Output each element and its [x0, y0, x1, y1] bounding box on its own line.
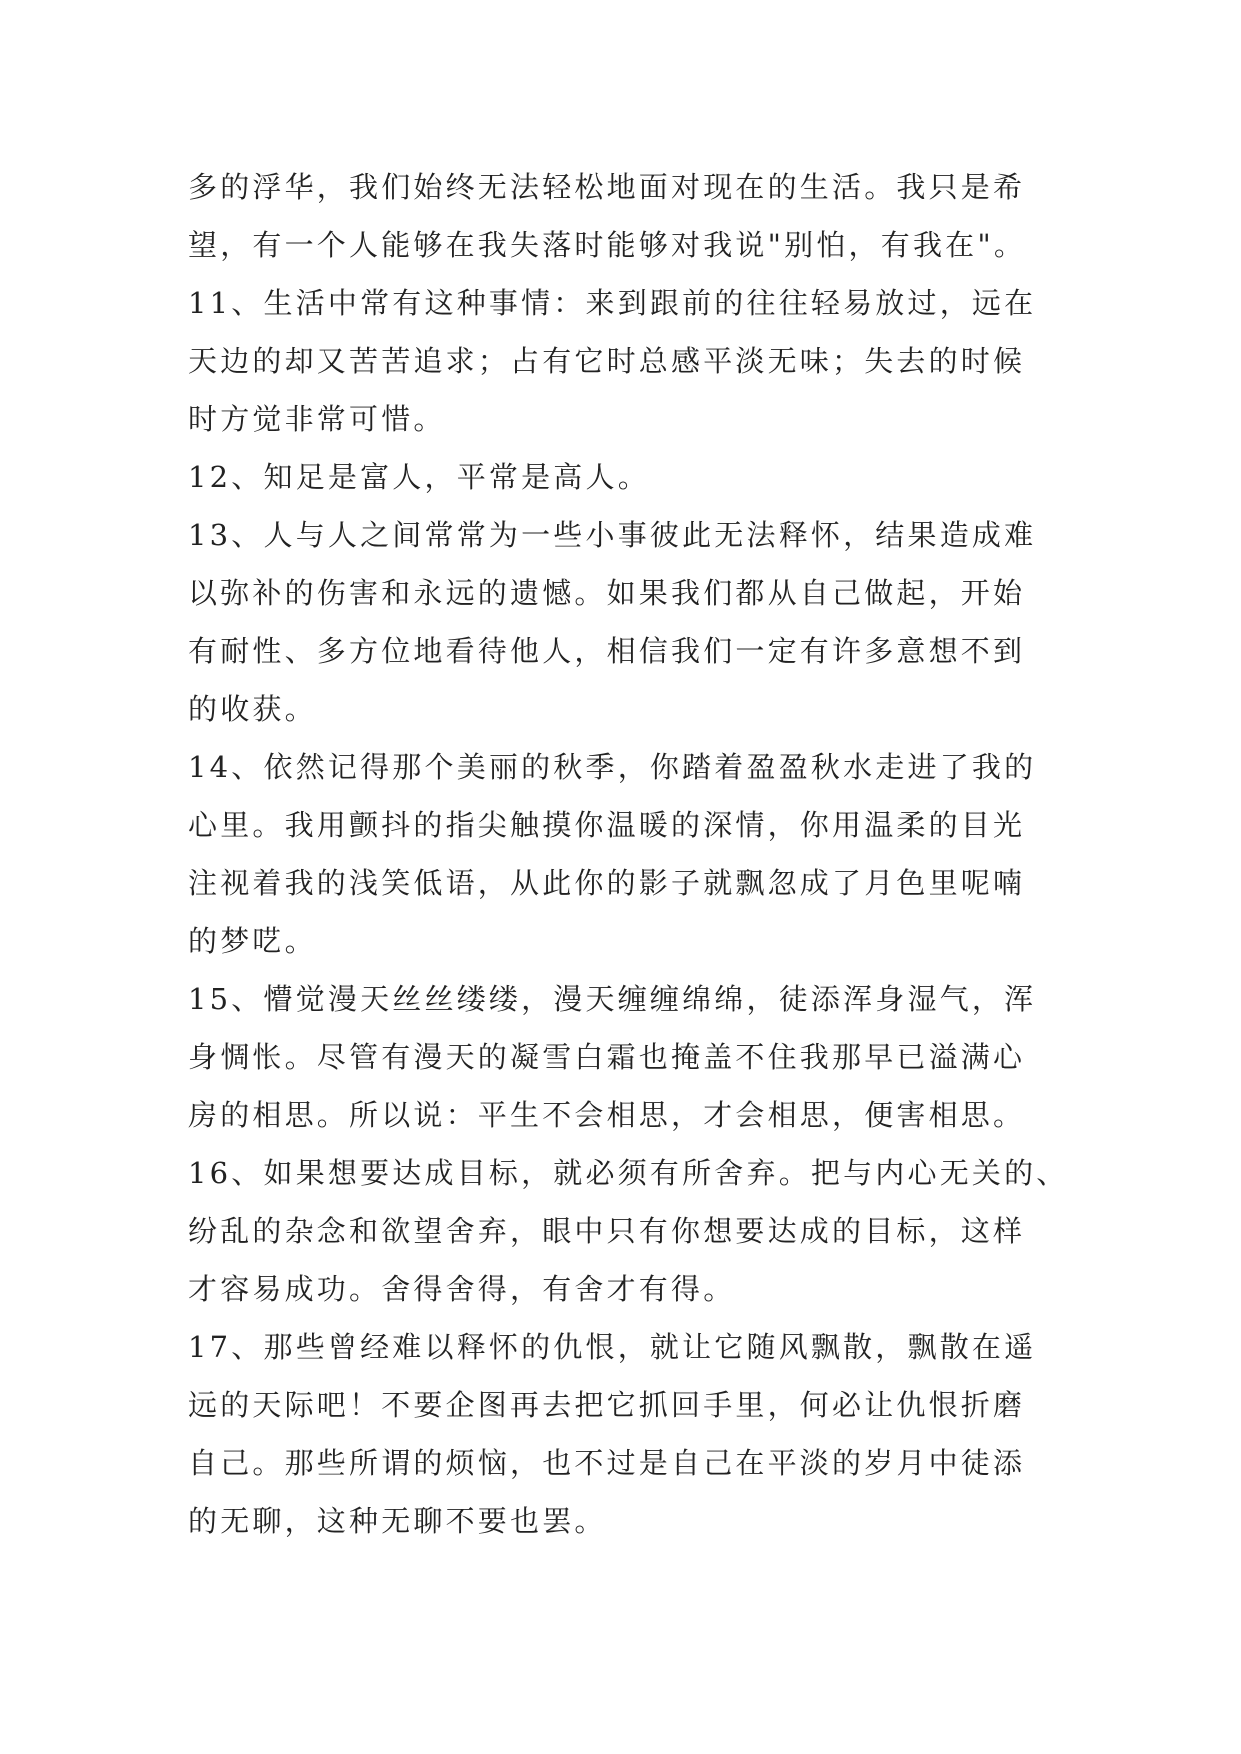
text-line: 16、如果想要达成目标，就必须有所舍弃。把与内心无关的、 [188, 1156, 1069, 1190]
text-line: 15、懵觉漫天丝丝缕缕，漫天缠缠绵绵，徒添浑身湿气，浑 [188, 982, 1037, 1016]
text-line: 自己。那些所谓的烦恼，也不过是自己在平淡的岁月中徒添 [188, 1446, 1026, 1480]
text-line: 的梦呓。 [188, 924, 317, 958]
text-line: 的无聊，这种无聊不要也罢。 [188, 1504, 607, 1538]
text-line: 13、人与人之间常常为一些小事彼此无法释怀，结果造成难 [188, 518, 1037, 552]
text-line: 有耐性、多方位地看待他人，相信我们一定有许多意想不到 [188, 634, 1026, 668]
text-line: 14、依然记得那个美丽的秋季，你踏着盈盈秋水走进了我的 [188, 750, 1037, 784]
text-line: 的收获。 [188, 692, 317, 726]
text-line: 时方觉非常可惜。 [188, 402, 446, 436]
text-line: 17、那些曾经难以释怀的仇恨，就让它随风飘散，飘散在遥 [188, 1330, 1037, 1364]
text-line: 纷乱的杂念和欲望舍弃，眼中只有你想要达成的目标，这样 [188, 1214, 1026, 1248]
text-line: 11、生活中常有这种事情：来到跟前的往往轻易放过，远在 [188, 286, 1037, 320]
text-line: 心里。我用颤抖的指尖触摸你温暖的深情，你用温柔的目光 [188, 808, 1026, 842]
text-line: 房的相思。所以说：平生不会相思，才会相思，便害相思。 [188, 1098, 1026, 1132]
text-line: 天边的却又苦苦追求；占有它时总感平淡无味；失去的时候 [188, 344, 1026, 378]
text-line: 12、知足是富人，平常是高人。 [188, 460, 650, 494]
text-line: 望，有一个人能够在我失落时能够对我说"别怕，有我在"。 [188, 228, 1027, 262]
text-line: 注视着我的浅笑低语，从此你的影子就飘忽成了月色里呢喃 [188, 866, 1026, 900]
text-line: 才容易成功。舍得舍得，有舍才有得。 [188, 1272, 736, 1306]
text-line: 身惆怅。尽管有漫天的凝雪白霜也掩盖不住我那早已溢满心 [188, 1040, 1026, 1074]
text-line: 多的浮华，我们始终无法轻松地面对现在的生活。我只是希 [188, 170, 1026, 204]
text-line: 远的天际吧！不要企图再去把它抓回手里，何必让仇恨折磨 [188, 1388, 1026, 1422]
text-line: 以弥补的伤害和永远的遗憾。如果我们都从自己做起，开始 [188, 576, 1026, 610]
document-body [188, 158, 1068, 1550]
